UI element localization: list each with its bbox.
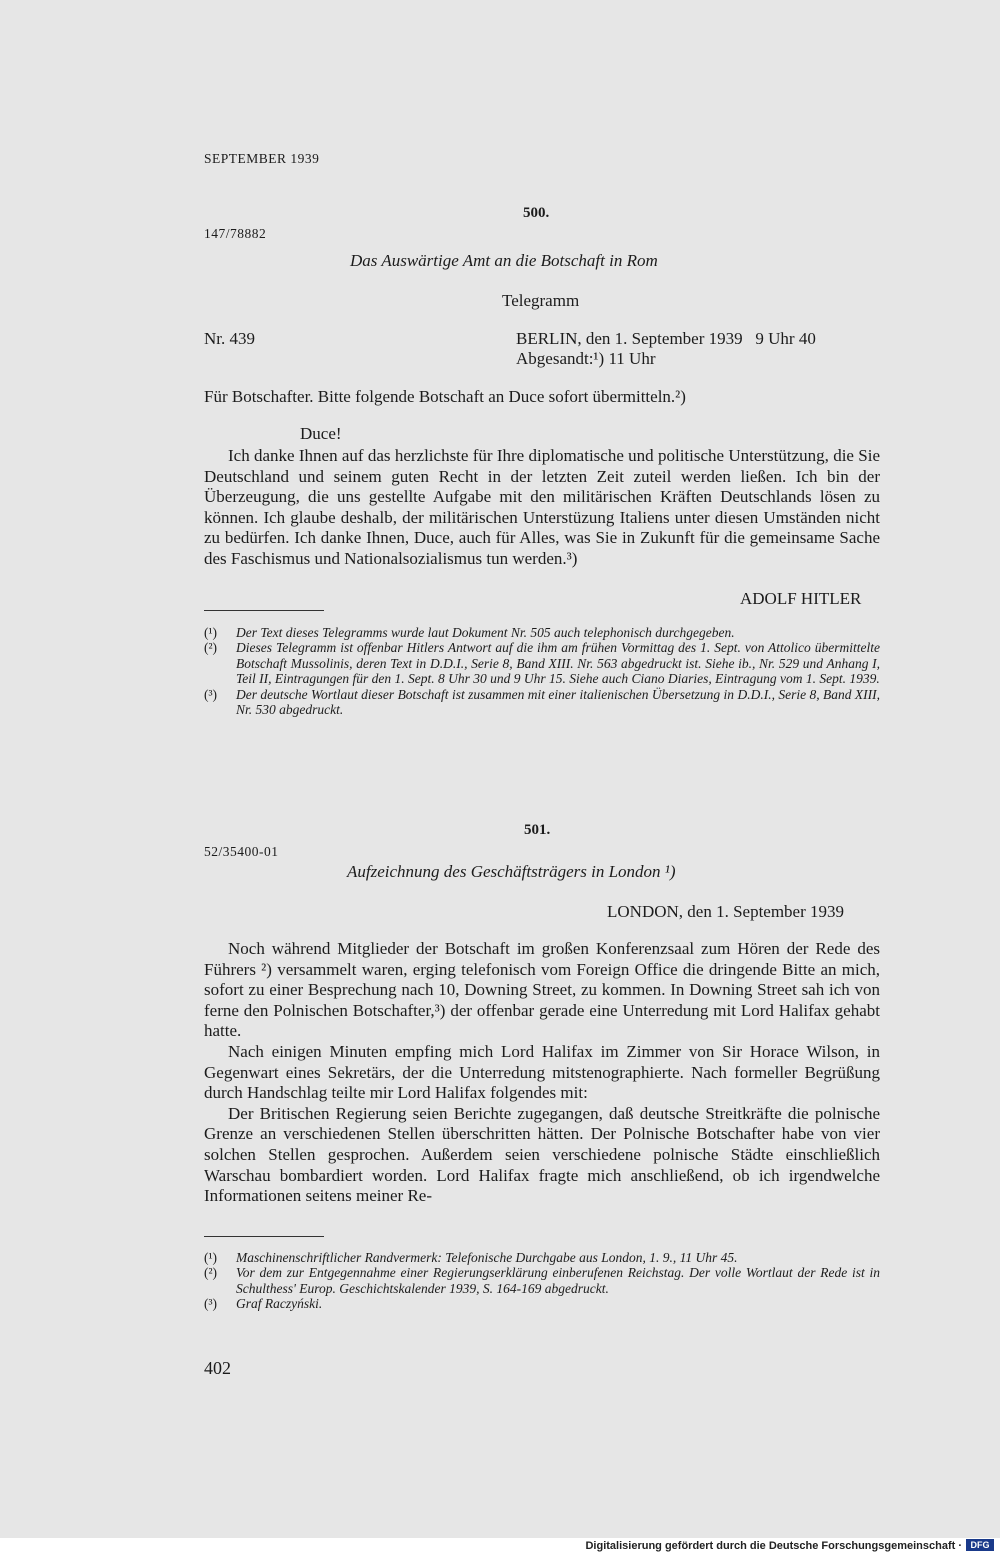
doc500-instruction: Für Botschafter. Bitte folgende Botschaft an Duce sofort übermitteln.²) bbox=[204, 387, 686, 406]
doc501-number: 501. bbox=[524, 822, 551, 838]
doc500-salutation: Duce! bbox=[300, 424, 342, 443]
footnote-mark: (²) bbox=[204, 1265, 218, 1281]
footnote-mark: (²) bbox=[204, 640, 218, 656]
footnote-text: Der deutsche Wortlaut dieser Botschaft ist zusammen mit einer italienischen Übersetzung in D.D.I., Serie 8, Band XIII, Nr. 530 abgedruckt. bbox=[236, 686, 880, 718]
doc500-place-date: BERLIN, den 1. September 1939 9 Uhr 40 bbox=[516, 329, 816, 348]
dfg-logo: DFG bbox=[966, 1539, 994, 1551]
footnote-mark: (³) bbox=[204, 686, 218, 702]
page-number: 402 bbox=[204, 1358, 231, 1378]
doc500-nr: Nr. 439 bbox=[204, 329, 255, 348]
doc500-body-text: Ich danke Ihnen auf das herzlichste für Ihre diplomatische und politische Unterstützung, die Sie Deutschland und seinem guten Recht in der letzten Zeit zuteil werden ließen. Ich bin der Überzeugung, die uns gestellte Aufgabe mit den militärischen Kräften Deutschlands lösen zu können. Ich glaube deshalb, der militärischen Unterstüzung Italiens unter diesen Umständen nicht zu bedürfen. Ich danke Ihnen, Duce, auch für Alles, was Sie in Zukunft für die gemeinsame Sache des Faschismus und Nationalsozialismus tun werden.³) bbox=[204, 446, 880, 568]
footnote-text: Graf Raczyński. bbox=[236, 1296, 323, 1312]
footnote bbox=[204, 1250, 880, 1265]
doc501-paragraph: Der Britischen Regierung seien Berichte zugegangen, daß deutsche Streitkräfte die polnische Grenze an verschiedenen Stellen überschritten hätten. Der Polnische Botschafter habe von vier solchen Stellen gesprochen. Außerdem seien verschiedene polnische Städte einschließlich Warschau bombardiert worden. Lord Halifax fragte mich anschließend, ob ich irgendwelche Informationen seitens meiner Re- bbox=[204, 1103, 880, 1206]
doc501-place-date: LONDON, den 1. September 1939 bbox=[607, 902, 845, 921]
footnote-text: Der Text dieses Telegramms wurde laut Dokument Nr. 505 auch telephonisch durchgegeben. bbox=[236, 625, 735, 640]
footnote-mark: (³) bbox=[204, 1296, 218, 1312]
footnote-divider bbox=[204, 610, 324, 611]
footnote-text: Vor dem zur Entgegennahme einer Regierungserklärung einberufenen Reichstag. Der volle Wortlaut der Rede ist in Schulthess' Europ. Geschichtskalender 1939, S. 164-169 abgedruckt. bbox=[236, 1265, 880, 1296]
footnote-text: Maschinenschriftlicher Randvermerk: Telefonische Durchgabe aus London, 1. 9., 11 Uhr 45. bbox=[236, 1250, 738, 1265]
footnote bbox=[204, 640, 880, 686]
doc500-sent: Abgesandt:¹) 11 Uhr bbox=[516, 349, 656, 368]
doc500-heading: Das Auswärtige Amt an die Botschaft in Rom bbox=[350, 251, 658, 270]
doc500-number: 500. bbox=[523, 205, 550, 221]
doc500-file-ref: 147/78882 bbox=[204, 226, 267, 241]
doc500-type: Telegramm bbox=[502, 291, 580, 310]
doc501-heading: Aufzeichnung des Geschäftsträgers in London ¹) bbox=[347, 862, 676, 881]
doc501-paragraph: Nach einigen Minuten empfing mich Lord Halifax im Zimmer von Sir Horace Wilson, in Gegenwart eines Sekretärs, der die Unterredung mitstenographierte. Nach formeller Begrüßung durch Handschlag teilte mir Lord Halifax folgendes mit: bbox=[204, 1041, 880, 1103]
running-head: SEPTEMBER 1939 bbox=[204, 151, 320, 166]
doc501-body bbox=[204, 939, 880, 1207]
doc500-footnotes bbox=[204, 625, 880, 717]
footnote-text: Dieses Telegramm ist offenbar Hitlers Antwort auf die ihm am frühen Vormittag des 1. Sept. von Attolico übermittelte Botschaft Mussolinis, deren Text in D.D.I., Serie 8, Band XIII. Nr. 563 abgedruckt ist. Siehe ib., Nr. 529 und Anhang I, Teil II, Eintragungen für den 1. Sept. 8 Uhr 30 und 9 Uhr 15. Siehe auch Ciano Diaries, Eintragung vom 1. Sept. 1939. bbox=[236, 640, 880, 687]
doc501-paragraph: Noch während Mitglieder der Botschaft im großen Konferenzsaal zum Hören der Rede des Führers ²) versammelt waren, erging telefonisch vom Foreign Office die dringende Bitte an mich, sofort zu einer Besprechung nach 10, Downing Street, zu kommen. In Downing Street sah ich von ferne den Polnischen Botschafter,³) der offenbar gerade eine Unterredung mit Lord Halifax gehabt hatte. bbox=[204, 939, 880, 1041]
footnote-mark: (¹) bbox=[204, 625, 218, 640]
footnote-divider bbox=[204, 1236, 324, 1237]
footnote-mark: (¹) bbox=[204, 1250, 218, 1265]
doc501-footnotes bbox=[204, 1250, 880, 1312]
footnote bbox=[204, 1296, 880, 1311]
footnote bbox=[204, 1265, 880, 1296]
funding-credit: Digitalisierung gefördert durch die Deutsche Forschungsgemeinschaft · bbox=[585, 1540, 962, 1552]
doc500-body bbox=[204, 446, 880, 570]
footnote bbox=[204, 687, 880, 718]
doc500-signature: ADOLF HITLER bbox=[740, 589, 862, 608]
footnote bbox=[204, 625, 880, 640]
doc501-file-ref: 52/35400-01 bbox=[204, 844, 279, 859]
